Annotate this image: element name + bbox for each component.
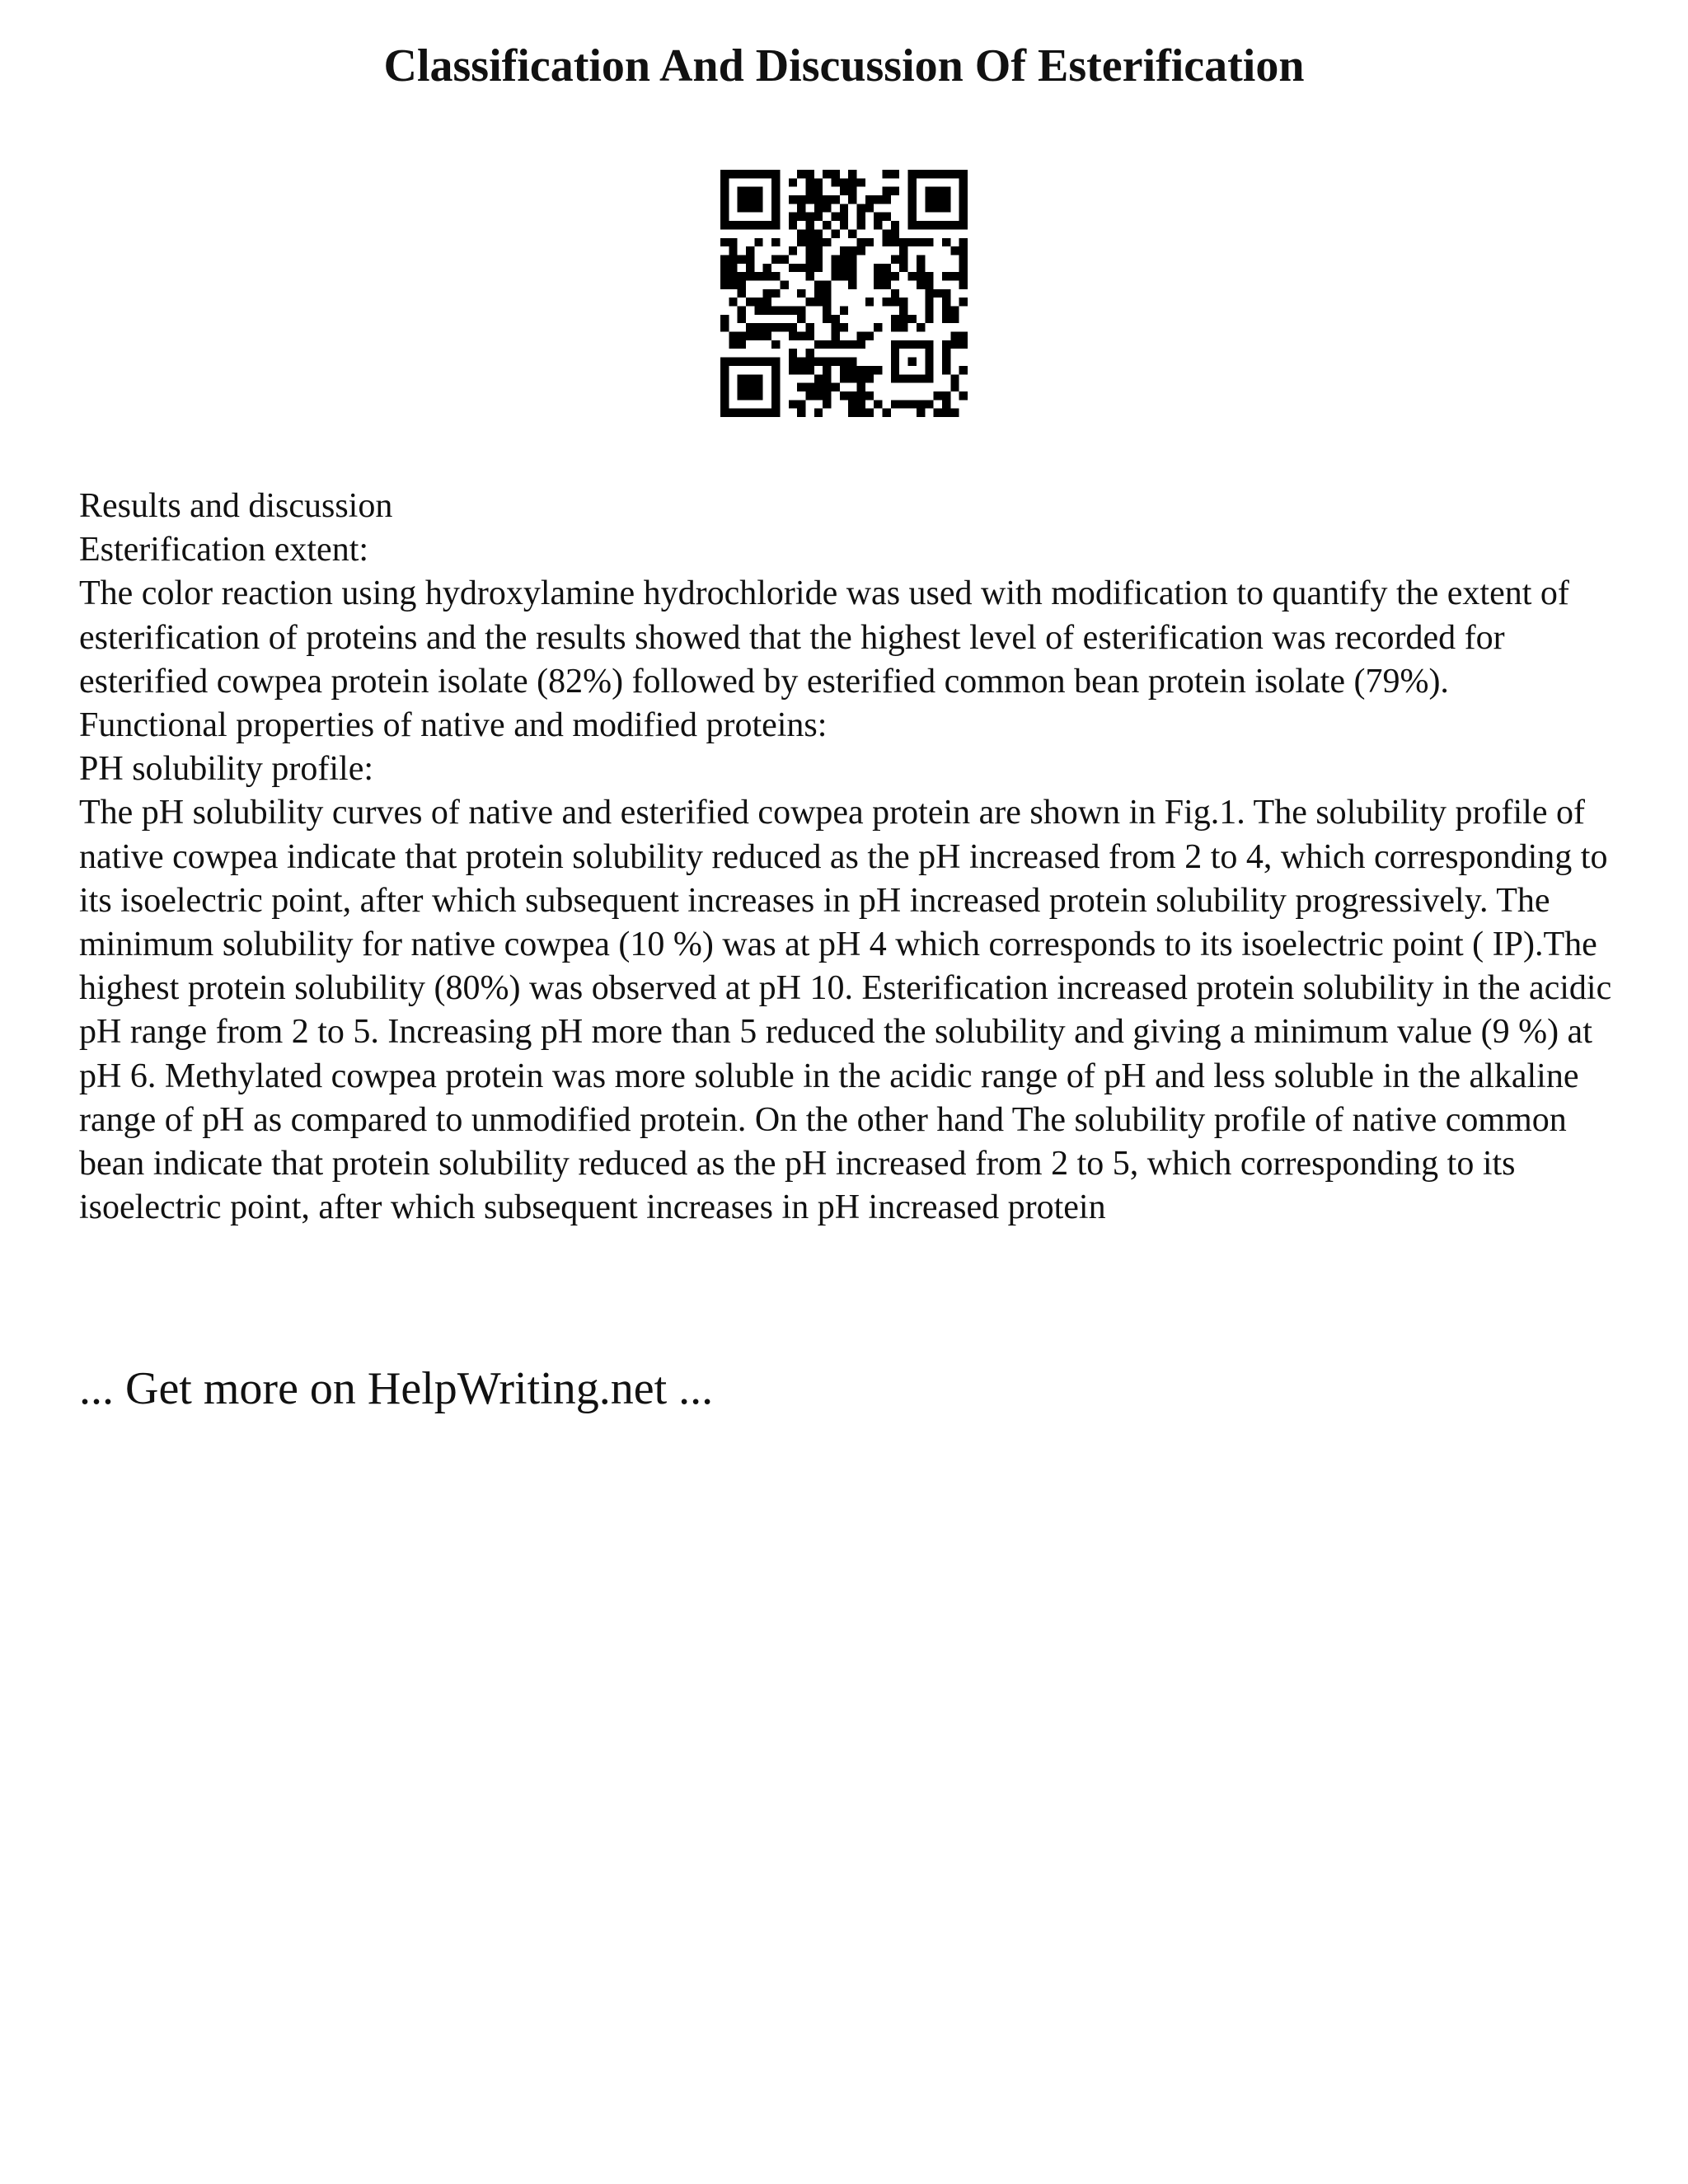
qr-alignment xyxy=(891,340,934,383)
subheading-functional-properties: Functional properties of native and modified proteins: xyxy=(79,706,828,745)
subheading-ph-solubility: PH solubility profile: xyxy=(79,750,373,789)
get-more-link[interactable]: ... Get more on HelpWriting.net ... xyxy=(79,1363,714,1414)
document-body xyxy=(79,485,1629,1230)
subheading-esterification-extent: Esterification extent: xyxy=(79,531,369,569)
page-title: Classification And Discussion Of Esterification xyxy=(383,40,1305,91)
paragraph-esterification: The color reaction using hydroxylamine hydrochloride was used with modification to quantify the extent of esterification of proteins and the results showed that the highest level of esterification was recorded for esterified cowpea protein isolate (82%) followed by esterified common bean protein isolate (79%). xyxy=(79,574,1569,701)
paragraph-ph-solubility: The pH solubility curves of native and esterified cowpea protein are shown in Fig.1. The solubility profile of native cowpea indicate that protein solubility reduced as the pH increased from 2 to 4, which corresponding to its isoelectric point, after which subsequent increases in pH increased protein solubility progressively. The minimum solubility for native cowpea (10 %) was at pH 4 which corresponds to its isoelectric point ( IP).The highest protein solubility (80%) was observed at pH 10. Esterification increased protein solubility in the acidic pH range from 2 to 5. Increasing pH more than 5 reduced the solubility and giving a minimum value (9 %) at pH 6. Methylated cowpea protein was more soluble in the acidic range of pH and less soluble in the alkaline range of pH as compared to unmodified protein. On the other hand The solubility profile of native common bean indicate that protein solubility reduced as the pH increased from 2 to 5, which corresponding to its isoelectric point, after which subsequent increases in pH increased protein xyxy=(79,794,1612,1227)
section-heading-results: Results and discussion xyxy=(79,487,393,525)
qr-code-icon xyxy=(720,170,968,417)
